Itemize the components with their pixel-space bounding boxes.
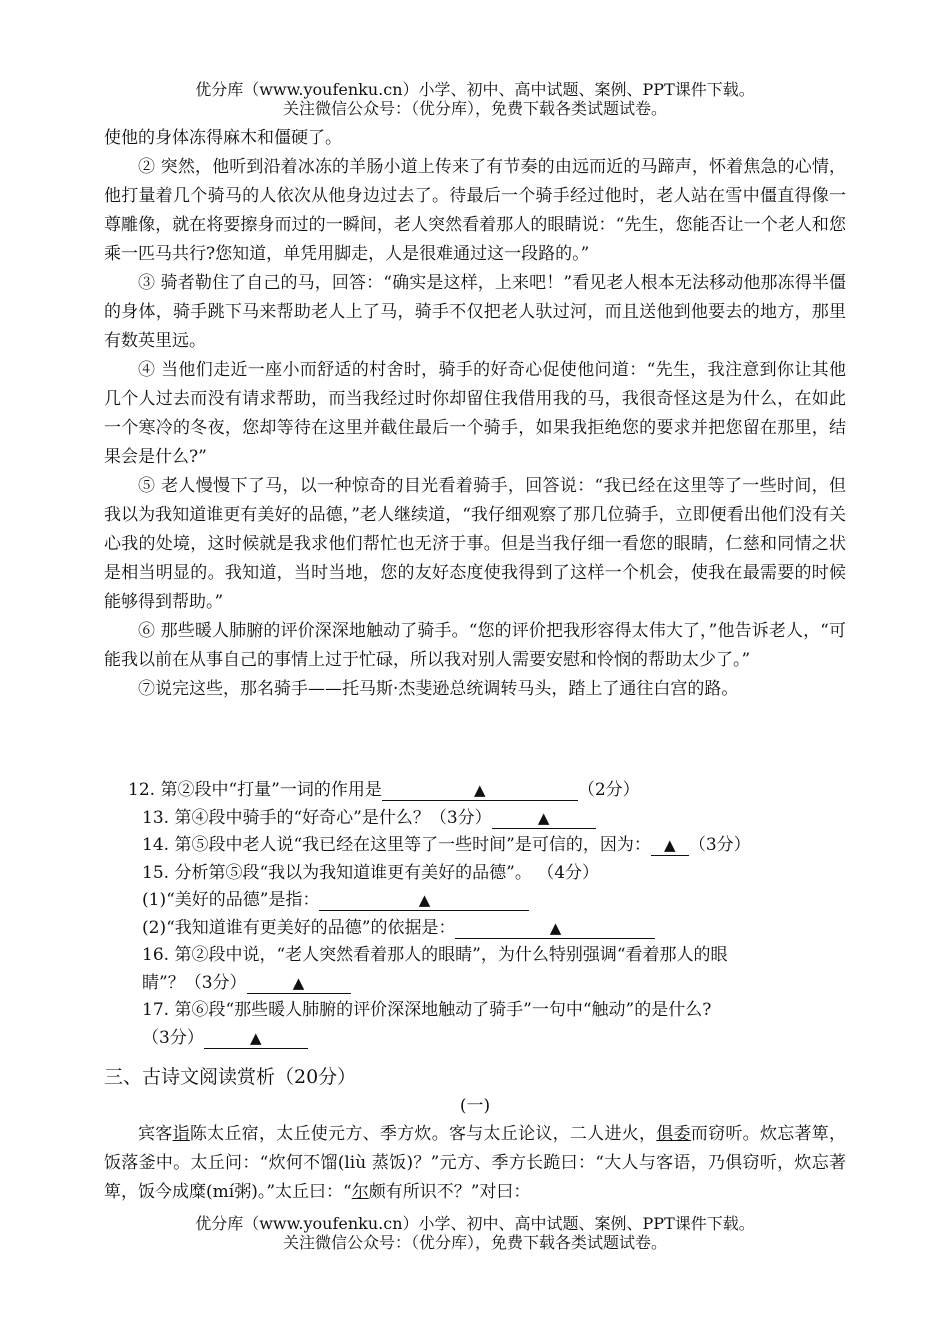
- subsection-label: (一): [459, 1096, 491, 1116]
- page-footer: [0, 1214, 950, 1252]
- paragraph-6: ⑥ 那些暖人肺腑的评价深深地触动了骑手。“您的评价把我形容得太伟大了，”他告诉老人，“可能我以前在从事自己的事情上过于忙碌，所以我对别人需要安慰和怜悯的帮助太少了。”: [104, 621, 846, 670]
- paragraph-7: ⑦说完这些，那名骑手——托马斯·杰斐逊总统调转马头，踏上了通往白宫的路。: [138, 679, 739, 699]
- underlined-word: 诣: [172, 1124, 190, 1144]
- answer-blank-12[interactable]: [382, 780, 578, 801]
- answer-blank-15-2[interactable]: [455, 918, 655, 939]
- section-title: 三、古诗文阅读赏析（20分）: [104, 1066, 357, 1088]
- question-16: 16. 第②段中说，“老人突然看着那人的眼睛”，为什么特别强调“看着那人的眼: [142, 945, 728, 965]
- triangle-marker-icon: ▲: [664, 836, 676, 854]
- question-15: 15. 分析第⑤段“我以为我知道谁更有美好的品德”。 （4分）: [142, 862, 600, 883]
- paragraph-5: ⑤ 老人慢慢下了马，以一种惊奇的目光看着骑手，回答说：“我已经在这里等了一些时间，但我以为我知道谁更有美好的品德，”老人继续道，“我仔细观察了那几位骑手，立即便看出他们没有关心我的处境，这时候就是我求他们帮忙也无济于事。但是当我仔细一看您的眼睛，仁慈和同情之状是相当明显的。我知道，当时当地，您的友好态度使我得到了这样一个机会，使我在最需要的时候能够得到帮助。”: [104, 476, 846, 612]
- triangle-marker-icon: ▲: [549, 918, 562, 937]
- answer-blank-15-1[interactable]: [319, 890, 529, 911]
- triangle-marker-icon: ▲: [418, 891, 431, 909]
- question-list: [104, 777, 846, 1052]
- underlined-word: 尔: [351, 1182, 369, 1202]
- page-header: [0, 80, 950, 118]
- question-14: 14. 第⑤段中老人说“我已经在这里等了一些时间”是可信的，因为： ▲ （3分）: [142, 835, 751, 855]
- question-15-part-2: (2)“我知道谁有更美好的品德”的依据是： ▲: [104, 915, 846, 943]
- question-12: 12. 第②段中“打量”一词的作用是 ▲ （2分）: [128, 780, 640, 800]
- triangle-marker-icon: ▲: [474, 781, 486, 799]
- answer-blank-14[interactable]: [651, 835, 689, 856]
- section-classical-reading: [104, 1062, 846, 1207]
- question-15-part-1: (1)“美好的品德”是指： ▲: [104, 887, 846, 915]
- question-17: 17. 第⑥段“那些暖人肺腑的评价深深地触动了骑手”一句中“触动”的是什么?: [142, 1000, 712, 1020]
- answer-blank-13[interactable]: [492, 808, 596, 829]
- question-17-continued: （3分） ▲: [104, 1025, 846, 1053]
- passage: [104, 124, 846, 704]
- header-line-1: 优分库（www.youfenku.cn）小学、初中、高中试题、案例、PPT课件下载。: [195, 80, 755, 99]
- paragraph-2: ② 突然，他听到沿着冰冻的羊肠小道上传来了有节奏的由远而近的马蹄声，怀着焦急的心情，他打量着几个骑马的人依次从他身边过去了。待最后一个骑手经过他时，老人站在雪中僵直得像一尊雕像，就在将要擦身而过的一瞬间，老人突然看着那人的眼睛说：“先生，您能否让一个老人和您乘一匹马共行?您知道，单凭用脚走，人是很难通过这一段路的。”: [104, 157, 846, 264]
- triangle-marker-icon: ▲: [537, 808, 550, 827]
- paragraph-1-end: 使他的身体冻得麻木和僵硬了。: [104, 128, 342, 148]
- header-line-2: 关注微信公众号：（优分库），免费下载各类试题试卷。: [282, 99, 667, 118]
- footer-line-2: 关注微信公众号：（优分库），免费下载各类试题试卷。: [282, 1233, 667, 1252]
- underlined-word: 俱委: [656, 1124, 691, 1144]
- paragraph-3: ③ 骑者勒住了自己的马，回答：“确实是这样，上来吧！”看见老人根本无法移动他那冻得半僵的身体，骑手跳下马来帮助老人上了马，骑手不仅把老人驮过河，而且送他到他要去的地方，那里有数英里远。: [104, 273, 846, 351]
- paragraph-4: ④ 当他们走近一座小而舒适的村舍时，骑手的好奇心促使他问道：“先生，我注意到你让其他几个人过去而没有请求帮助，而当我经过时你却留住我借用我的马，我很奇怪这是为什么，在如此一个寒冷的冬夜，您却等待在这里并截住最后一个骑手，如果我拒绝您的要求并把您留在那里，结果会是什么?”: [104, 360, 846, 467]
- question-13: 13. 第④段中骑手的“好奇心”是什么？（3分） ▲: [104, 805, 846, 833]
- triangle-marker-icon: ▲: [250, 1028, 262, 1047]
- answer-blank-16[interactable]: [247, 973, 351, 994]
- classical-passage: 宾客诣陈太丘宿，太丘使元方、季方炊。客与太丘论议，二人进火，俱委而窃听。炊忘著箄，饭落釜中。太丘问：“炊何不馏(liù 蒸饭)？”元方、季方长跪曰：“大人与客语，乃俱窃听，炊忘著箄，饭今成糜(mí粥)。”太丘曰：“尔颇有所识不？”对曰：: [104, 1124, 847, 1202]
- question-16-continued: 睛”？（3分） ▲: [104, 970, 846, 998]
- footer-line-1: 优分库（www.youfenku.cn）小学、初中、高中试题、案例、PPT课件下载。: [195, 1214, 755, 1233]
- triangle-marker-icon: ▲: [292, 973, 305, 992]
- answer-blank-17[interactable]: [204, 1028, 308, 1049]
